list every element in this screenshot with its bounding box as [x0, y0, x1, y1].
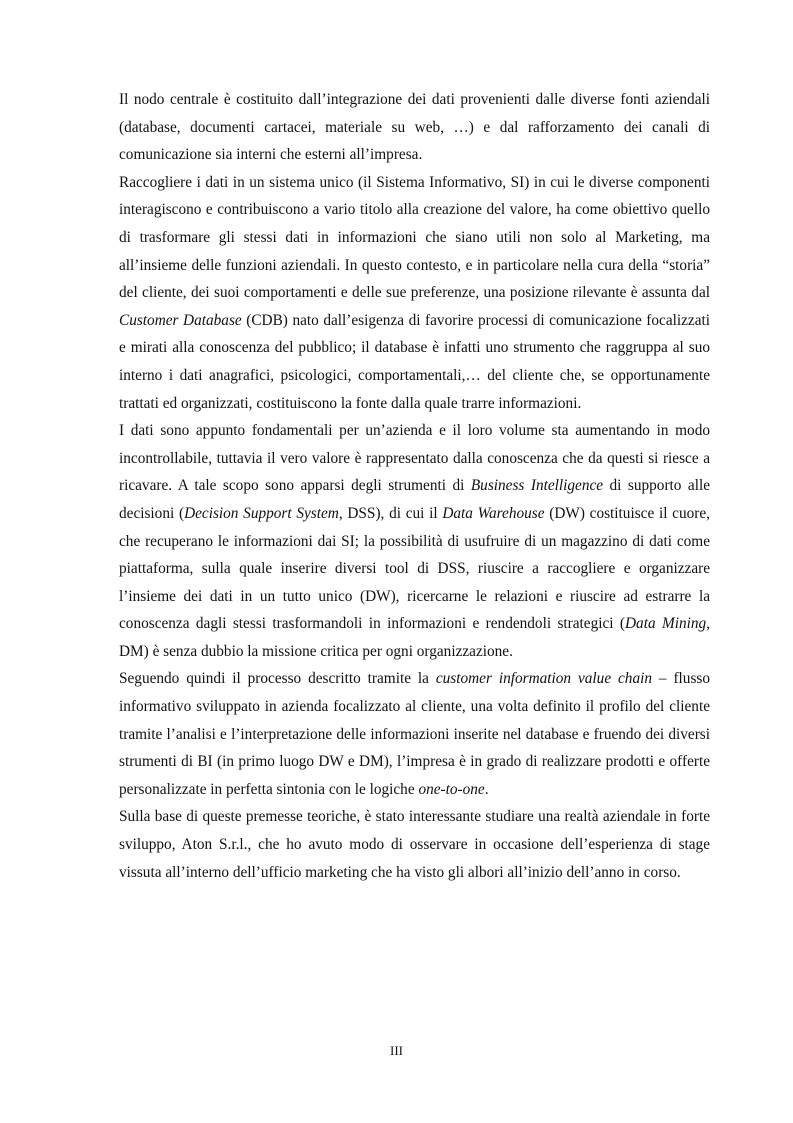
text-run: di supporto alle decisioni (: [119, 477, 710, 522]
italic-term: Decision Support System: [184, 504, 339, 522]
italic-term: Business Intelligence: [470, 477, 604, 495]
text-run: Raccogliere i dati in un sistema unico (il Sistema Informativo, SI) in cui le diverse componenti interagiscono e contribuiscono a vario titolo alla creazione del valore, ha come obiettivo quello di trasformare gli stessi dati in informazioni che siano utili non solo al Marketing, ma all’insieme delle funzioni aziendali. In questo contesto, e in particolare nella cura della “storia” del cliente, dei suoi comportamenti e delle sue preferenze, una posizione rilevante è assunta dal: [119, 173, 710, 302]
page-number: III: [390, 1043, 403, 1058]
italic-term: Data Warehouse: [442, 504, 545, 522]
text-run: , DSS), di cui il: [338, 504, 443, 522]
text-run: , DM) è senza dubbio la missione critica per ogni organizzazione.: [119, 615, 710, 660]
text-run: .: [484, 780, 489, 798]
italic-term: one-to-one: [418, 780, 485, 798]
text-run: – flusso informativo sviluppato in azienda focalizzato al cliente, una volta definito il profilo del cliente tramite l’analisi e l’interpretazione delle informazioni inserite nel database e fruendo dei diversi strumenti di BI (in primo luogo DW e DM), l’impresa è in grado di realizzare prodotti e offerte personalizzate in perfetta sintonia con le logiche: [119, 670, 711, 798]
body-text: [119, 86, 710, 886]
text-run: (DW) costituisce il cuore, che recuperano le informazioni dai SI; la possibilità di usufruire di un magazzino di dati come piattaforma, sulla quale inserire diversi tool di DSS, riuscire a raccogliere e organizzare l’insieme dei dati in un tutto unico (DW), ricercarne le relazioni e riuscire ad estrarre la conoscenza dagli stessi trasformandoli in informazioni e rendendoli strategici (: [119, 504, 710, 633]
text-run: Il nodo centrale è costituito dall’integrazione dei dati provenienti dalle diverse fonti aziendali (database, documenti cartacei, materiale su web, …) e dal rafforzamento dei canali di comunicazione sia interni che esterni all’impresa.: [119, 91, 710, 164]
italic-term: Customer Database: [119, 311, 242, 329]
paragraph-3: [119, 417, 710, 665]
text-run: Sulla base di queste premesse teoriche, è stato interessante studiare una realtà aziendale in forte sviluppo, Aton S.r.l., che ho avuto modo di osservare in occasione dell’esperienza di stage vissuta all’interno dell’ufficio marketing che ha visto gli albori all’inizio dell’anno in corso.: [119, 808, 710, 881]
text-run: (CDB) nato dall’esigenza di favorire processi di comunicazione focalizzati e mirati alla conoscenza del pubblico; il database è infatti uno strumento che raggruppa al suo interno i dati anagrafici, psicologici, comportamentali,… del cliente che, se opportunamente trattati ed organizzati, costituiscono la fonte dalla quale trarre informazioni.: [119, 311, 710, 412]
paragraph-1: [119, 86, 710, 169]
italic-term: customer information value chain: [435, 670, 652, 688]
italic-term: Data Mining: [625, 615, 707, 633]
paragraph-5: [119, 803, 710, 886]
text-run: Seguendo quindi il processo descritto tramite la: [119, 670, 436, 688]
paragraph-4: [119, 665, 710, 803]
text-run: I dati sono appunto fondamentali per un’azienda e il loro volume sta aumentando in modo incontrollabile, tuttavia il vero valore è rappresentato dalla conoscenza che da questi si riesce a ricavare. A tale scopo sono apparsi degli strumenti di: [119, 422, 710, 495]
paragraph-2: [119, 169, 710, 417]
